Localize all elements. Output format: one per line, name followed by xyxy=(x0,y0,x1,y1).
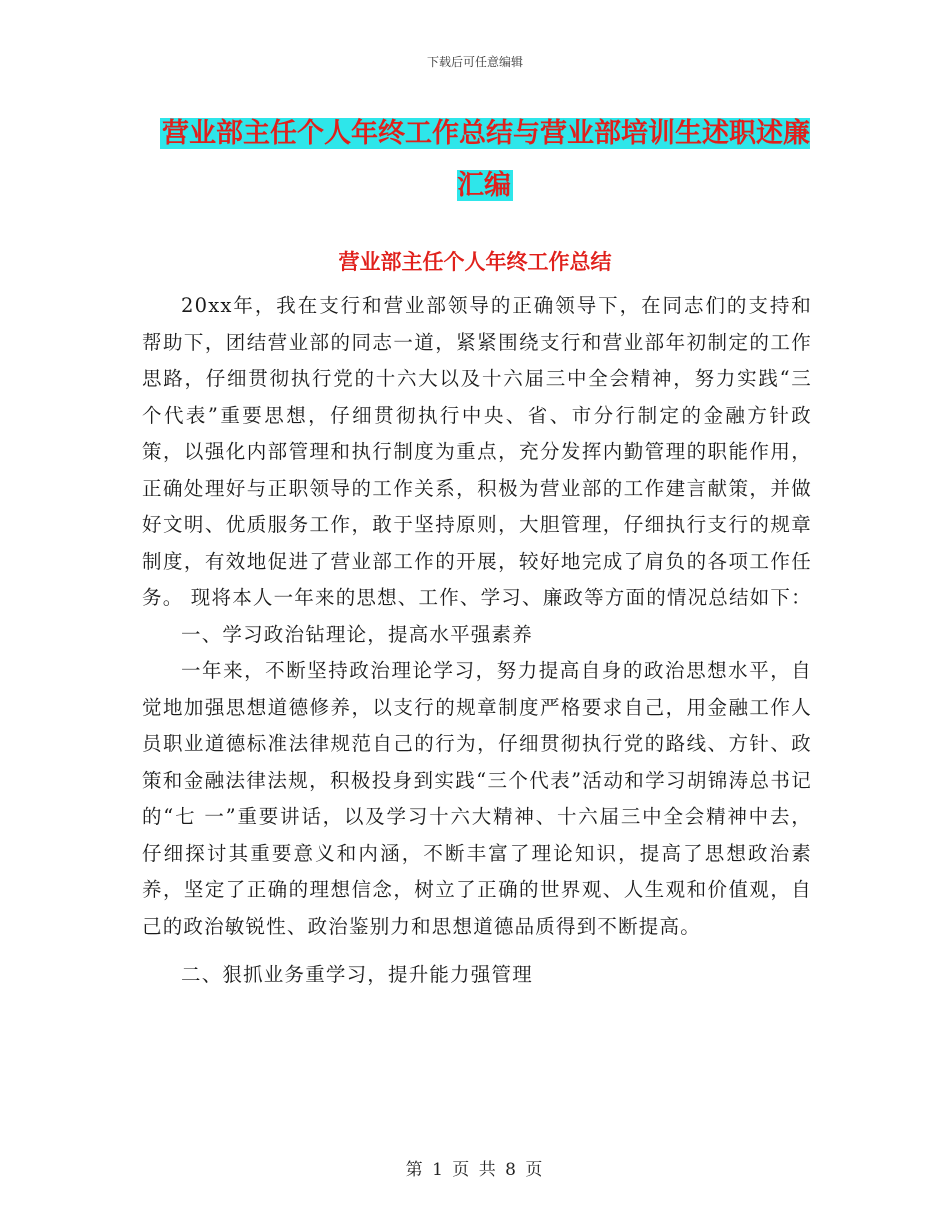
heading-two: 二、狠抓业务重学习，提升能力强管理 xyxy=(181,963,533,986)
document-body xyxy=(142,288,812,994)
document-title xyxy=(150,108,820,212)
heading-one: 一、学习政治钻理论，提高水平强素养 xyxy=(181,622,533,646)
document-title-text: 营业部主任个人年终工作总结与营业部培训生述职述廉汇编 xyxy=(162,118,810,201)
section-title: 营业部主任个人年终工作总结 xyxy=(338,250,612,274)
header-note: 下载后可任意编辑 xyxy=(426,55,523,69)
paragraph-one: 一年来，不断坚持政治理论学习，努力提高自身的政治思想水平，自觉地加强思想道德修养，以支行的规章制度严格要求自己，用金融工作人员职业道德标准法律规范自己的行为，仔细贯彻执行党的路线、方针、政策和金融法律法规，积极投身到实践“三个代表”活动和学习胡锦涛总书记的“七 一”重要讲话，以及学习十六大精神、十六届三中全会精神中去，仔细探讨其重要意义和内涵，不断丰富了理论知识，提高了思想政治素养，坚定了正确的理想信念，树立了正确的世界观、人生观和价值观，自己的政治敏锐性、政治鉴别力和思想道德品质得到不断提高。 xyxy=(142,659,812,938)
page-number: 第 1 页 共 8 页 xyxy=(405,1160,545,1180)
paragraph-intro: 20xx年，我在支行和营业部领导的正确领导下，在同志们的支持和帮助下，团结营业部的同志一道，紧紧围绕支行和营业部年初制定的工作思路，仔细贯彻执行党的十六大以及十六届三中全会精神，努力实践“三个代表”重要思想，仔细贯彻执行中央、省、市分行制定的金融方针政策，以强化内部管理和执行制度为重点，充分发挥内勤管理的职能作用，正确处理好与正职领导的工作关系，积极为营业部的工作建言献策，并做好文明、优质服务工作，敢于坚持原则，大胆管理，仔细执行支行的规章制度，有效地促进了营业部工作的开展，较好地完成了肩负的各项工作任务。 现将本人一年来的思想、工作、学习、廉政等方面的情况总结如下： xyxy=(142,294,812,609)
